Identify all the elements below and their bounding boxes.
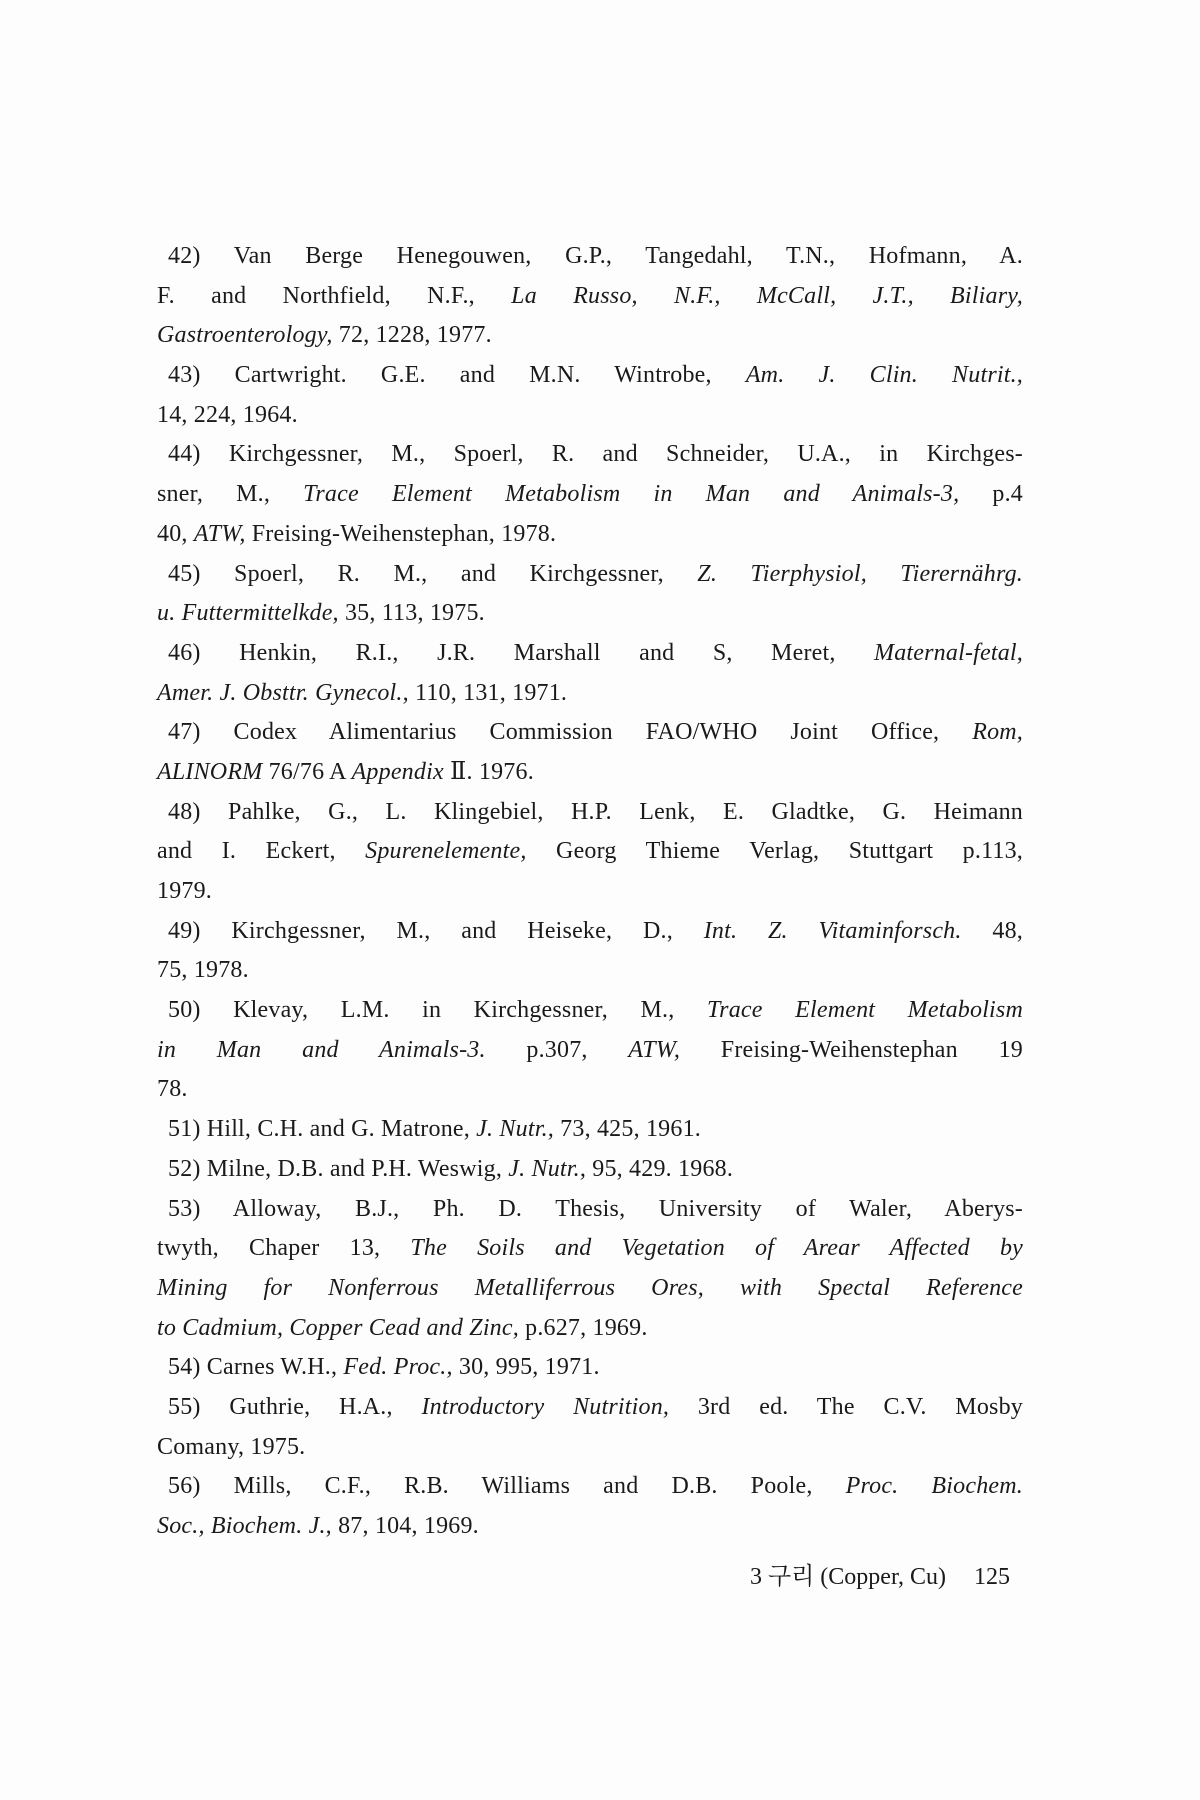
- reference-entry: [157, 793, 1023, 912]
- reference-line: [157, 237, 1023, 277]
- text: 48) Pahlke, G., L. Klingebiel, H.P. Lenk, E. Gladtke, G. Heimann: [168, 798, 1023, 825]
- text: 51) Hill, C.H. and G. Matrone,: [168, 1116, 477, 1143]
- text: 3rd ed. The C.V. Mosby: [669, 1393, 1023, 1420]
- italic-text: Soc., Biochem. J.,: [157, 1513, 332, 1539]
- italic-text: La Russo, N.F., McCall, J.T., Biliary,: [511, 282, 1023, 309]
- reference-entry: [157, 1348, 1023, 1388]
- text: p.307,: [485, 1036, 629, 1063]
- reference-entry: [157, 1388, 1023, 1467]
- reference-line: [157, 674, 1023, 714]
- text: 73, 425, 1961.: [553, 1116, 701, 1143]
- text: 110, 131, 1971.: [408, 679, 568, 706]
- reference-line: [157, 912, 1023, 952]
- reference-line: [157, 1428, 1023, 1468]
- italic-text: Proc. Biochem.: [845, 1473, 1023, 1500]
- reference-entry: [157, 713, 1023, 792]
- text: 56) Mills, C.F., R.B. Williams and D.B. Poole,: [168, 1473, 846, 1500]
- text: 1979.: [157, 878, 212, 904]
- italic-text: Am. J. Clin. Nutrit.,: [745, 362, 1023, 389]
- page-number: 125: [974, 1564, 1010, 1590]
- reference-list: [157, 237, 1023, 1547]
- text: p.4: [959, 481, 1023, 508]
- italic-text: ATW,: [193, 520, 246, 547]
- italic-text: The Soils and Vegetation of Arear Affected by: [410, 1235, 1023, 1262]
- reference-line: [157, 277, 1023, 317]
- italic-text: Introductory Nutrition,: [421, 1393, 670, 1420]
- reference-entry: [157, 991, 1023, 1110]
- reference-line: [157, 832, 1023, 872]
- reference-line: [157, 1110, 1023, 1150]
- text: 35, 113, 1975.: [338, 600, 485, 627]
- reference-line: [157, 515, 1023, 555]
- page-footer: [744, 1560, 1010, 1594]
- text: 52) Milne, D.B. and P.H. Weswig,: [168, 1155, 509, 1182]
- reference-line: [157, 713, 1023, 753]
- reference-entry: [157, 1467, 1023, 1546]
- italic-text: Mining for Nonferrous Metalliferrous Ores, with Spectal Reference: [157, 1274, 1023, 1301]
- reference-line: [157, 435, 1023, 475]
- italic-text: Appendix: [351, 758, 444, 785]
- text: Ⅱ. 1976.: [443, 758, 534, 785]
- text: 46) Henkin, R.I., J.R. Marshall and S, Meret,: [168, 639, 875, 666]
- reference-entry: [157, 1190, 1023, 1349]
- text: 54) Carnes W.H.,: [168, 1354, 344, 1381]
- reference-entry: [157, 237, 1023, 356]
- text: Comany, 1975.: [157, 1433, 306, 1460]
- italic-text: Int. Z. Vitaminforsch.: [703, 917, 962, 944]
- text: Freising-Weihenstephan 19: [680, 1036, 1023, 1063]
- reference-line: [157, 1150, 1023, 1190]
- reference-line: [157, 872, 1023, 912]
- reference-line: [157, 1348, 1023, 1388]
- text: 78.: [157, 1076, 188, 1103]
- italic-text: Z. Tierphysiol, Tierernährg.: [697, 560, 1023, 587]
- text: sner, M.,: [157, 481, 304, 508]
- text: 44) Kirchgessner, M., Spoerl, R. and Schneider, U.A., in Kirchges-: [168, 441, 1023, 468]
- reference-entry: [157, 1150, 1023, 1190]
- reference-line: [157, 1190, 1023, 1230]
- reference-line: [157, 356, 1023, 396]
- text: twyth, Chaper 13,: [157, 1235, 411, 1262]
- reference-line: [157, 1507, 1023, 1547]
- reference-entry: [157, 1110, 1023, 1150]
- text: Georg Thieme Verlag, Stuttgart p.113,: [526, 838, 1023, 865]
- text: 49) Kirchgessner, M., and Heiseke, D.,: [168, 917, 704, 944]
- reference-line: [157, 753, 1023, 793]
- reference-entry: [157, 555, 1023, 634]
- italic-text: J. Nutr.,: [476, 1116, 554, 1143]
- reference-line: [157, 1031, 1023, 1071]
- text: 14, 224, 1964.: [157, 401, 298, 428]
- text: 76/76 A: [262, 758, 352, 785]
- italic-text: to Cadmium, Copper Cead and Zinc,: [157, 1314, 519, 1341]
- text: 30, 995, 1971.: [452, 1354, 600, 1381]
- italic-text: Gastroenterology,: [157, 322, 333, 349]
- italic-text: Rom,: [972, 719, 1023, 746]
- text: 50) Klevay, L.M. in Kirchgessner, M.,: [168, 997, 707, 1024]
- reference-entry: [157, 356, 1023, 435]
- text: 53) Alloway, B.J., Ph. D. Thesis, University of Waler, Aberys-: [168, 1195, 1023, 1222]
- text: F. and Northfield, N.F.,: [157, 282, 512, 309]
- reference-line: [157, 1269, 1023, 1309]
- text: 55) Guthrie, H.A.,: [168, 1393, 422, 1420]
- reference-line: [157, 594, 1023, 634]
- running-head: 3 구리 (Copper, Cu): [749, 1564, 946, 1590]
- reference-line: [157, 951, 1023, 991]
- reference-line: [157, 316, 1023, 356]
- italic-text: J. Nutr.,: [508, 1155, 587, 1182]
- italic-text: Amer. J. Obsttr. Gynecol.,: [157, 679, 409, 706]
- reference-line: [157, 1309, 1023, 1349]
- text: 40,: [157, 520, 194, 547]
- reference-line: [157, 634, 1023, 674]
- text: 42) Van Berge Henegouwen, G.P., Tangedahl, T.N., Hofmann, A.: [168, 243, 1023, 269]
- reference-line: [157, 1467, 1023, 1507]
- italic-text: ATW,: [628, 1036, 681, 1063]
- text: 45) Spoerl, R. M., and Kirchgessner,: [168, 560, 698, 587]
- reference-line: [157, 555, 1023, 595]
- italic-text: ALINORM: [157, 758, 263, 785]
- reference-line: [157, 1388, 1023, 1428]
- text: 95, 429. 1968.: [586, 1155, 734, 1182]
- reference-entry: [157, 634, 1023, 713]
- italic-text: Trace Element Metabolism in Man and Animals-3,: [303, 481, 960, 508]
- reference-line: [157, 475, 1023, 515]
- text: Freising-Weihenstephan, 1978.: [245, 520, 557, 547]
- text: 75, 1978.: [157, 957, 249, 984]
- reference-line: [157, 1070, 1023, 1110]
- italic-text: Spurenelemente,: [365, 838, 527, 865]
- text: 47) Codex Alimentarius Commission FAO/WHO Joint Office,: [168, 719, 973, 746]
- italic-text: u. Futtermittelkde,: [157, 600, 339, 627]
- italic-text: Trace Element Metabolism: [706, 997, 1023, 1024]
- text: 43) Cartwright. G.E. and M.N. Wintrobe,: [168, 362, 746, 389]
- italic-text: Maternal-fetal,: [874, 639, 1023, 666]
- text: 72, 1228, 1977.: [332, 322, 492, 349]
- italic-text: in Man and Animals-3.: [157, 1036, 486, 1063]
- text: 87, 104, 1969.: [331, 1513, 479, 1539]
- text: 48,: [961, 917, 1023, 944]
- reference-entry: [157, 912, 1023, 991]
- text: and I. Eckert,: [157, 838, 366, 865]
- italic-text: Fed. Proc.,: [343, 1354, 453, 1381]
- reference-line: [157, 793, 1023, 833]
- reference-line: [157, 396, 1023, 436]
- reference-line: [157, 991, 1023, 1031]
- reference-line: [157, 1229, 1023, 1269]
- text: p.627, 1969.: [518, 1314, 648, 1341]
- reference-entry: [157, 435, 1023, 554]
